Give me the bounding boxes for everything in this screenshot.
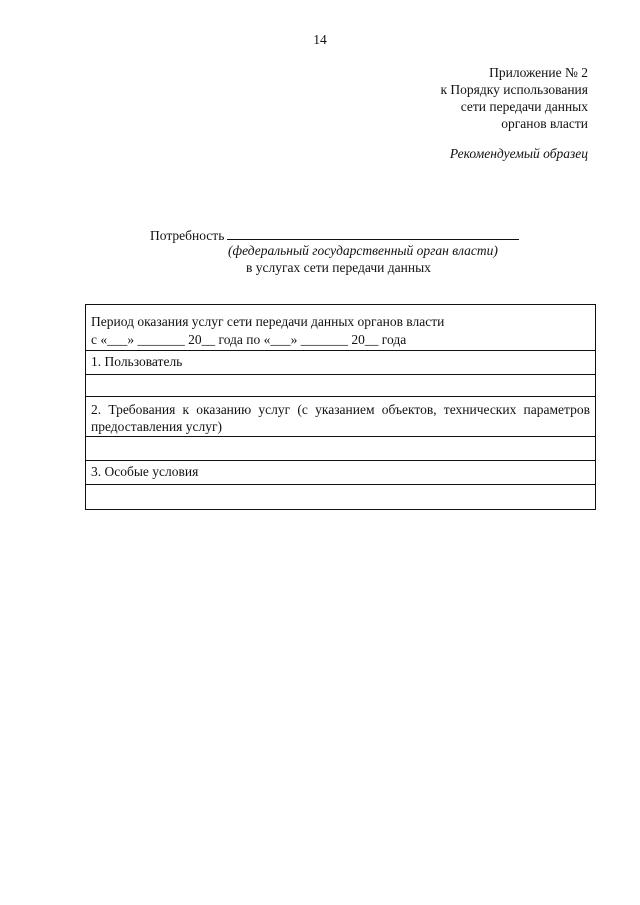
section-requirements-field xyxy=(86,437,595,461)
section-user-field xyxy=(86,375,595,397)
period-dates: с «___» _______ 20__ года по «___» _______ 20__ года xyxy=(91,332,407,347)
need-label: Потребность xyxy=(150,228,225,243)
request-form-table xyxy=(85,304,596,510)
services-caption: в услугах сети передачи данных xyxy=(246,260,431,275)
appendix-line: сети передачи данных xyxy=(460,99,588,114)
appendix-line: к Порядку использования xyxy=(440,82,588,97)
appendix-header xyxy=(440,64,588,132)
section-conditions-header: 3. Особые условия xyxy=(86,461,595,485)
sample-label: Рекомендуемый образец xyxy=(449,146,588,161)
appendix-title: Приложение № 2 xyxy=(489,65,588,80)
period-title: Период оказания услуг сети передачи данных органов власти xyxy=(91,314,445,329)
appendix-line: органов власти xyxy=(501,116,588,131)
period-row xyxy=(86,305,595,351)
section-requirements-header: 2. Требования к оказанию услуг (с указанием объектов, технических параметров предоставления услуг) xyxy=(86,397,595,437)
need-line xyxy=(150,227,519,244)
agency-blank-line xyxy=(227,227,519,240)
page-number: 14 xyxy=(313,32,327,47)
section-conditions-field xyxy=(86,485,595,509)
agency-caption: (федеральный государственный орган власти) xyxy=(228,243,498,258)
section-user-header: 1. Пользователь xyxy=(86,351,595,375)
